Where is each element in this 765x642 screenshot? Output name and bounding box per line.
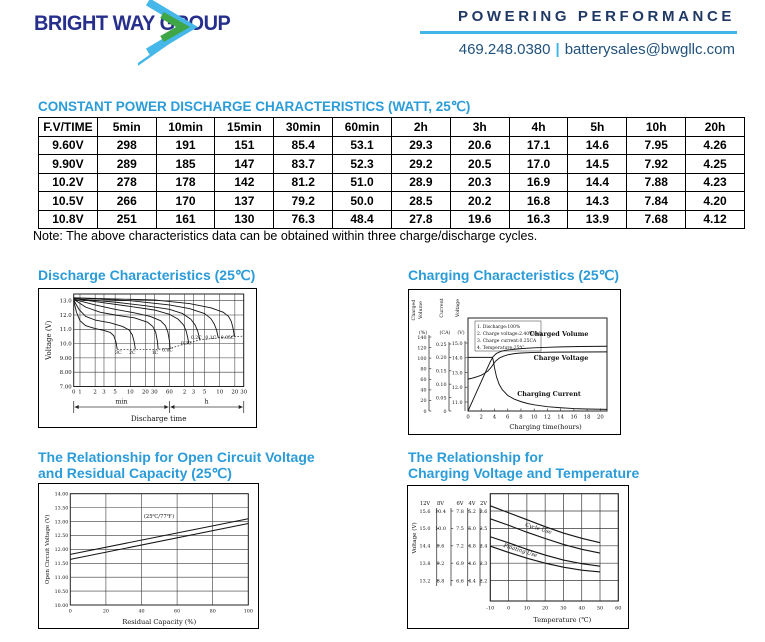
chart-text: 10.0 bbox=[435, 526, 446, 533]
table-cell: 4.25 bbox=[686, 155, 745, 174]
table-cell: 147 bbox=[215, 155, 274, 174]
chart-text: 2.3 bbox=[479, 561, 488, 567]
column-header: 10min bbox=[156, 118, 215, 137]
chart-text: 60 bbox=[174, 609, 181, 615]
table-cell: 20.6 bbox=[450, 136, 509, 155]
table-cell: 4.12 bbox=[686, 210, 745, 229]
tagline: POWERING PERFORMANCE bbox=[457, 8, 735, 25]
chart-text: 140 bbox=[417, 335, 427, 341]
table-cell: 29.3 bbox=[391, 136, 450, 155]
table-cell: 4.23 bbox=[686, 173, 745, 192]
table-row bbox=[39, 155, 745, 174]
chart-text: Charged bbox=[412, 299, 417, 321]
chart-text: 4.6 bbox=[468, 561, 476, 567]
column-header: 4h bbox=[509, 118, 568, 137]
table-cell: 16.3 bbox=[509, 210, 568, 229]
chart-text: 20 bbox=[597, 414, 604, 421]
column-header: F.V/TIME bbox=[39, 118, 98, 137]
column-header: 20h bbox=[686, 118, 745, 137]
chart-text: 12.0 bbox=[59, 312, 72, 319]
table-cell: 76.3 bbox=[274, 210, 333, 229]
table-cell: 17.1 bbox=[509, 136, 568, 155]
chart-text: 0 bbox=[443, 409, 447, 415]
column-header: 60min bbox=[333, 118, 392, 137]
chart-text: 8 bbox=[519, 414, 523, 421]
chart-text: 40 bbox=[578, 605, 585, 612]
table-cell: 7.95 bbox=[627, 136, 686, 155]
chart-text: 2 bbox=[479, 414, 483, 421]
chart-text: 0 bbox=[68, 609, 72, 615]
table-cell: 289 bbox=[97, 155, 156, 174]
chart-text: 30 bbox=[560, 605, 567, 612]
column-header: 3h bbox=[450, 118, 509, 137]
chart-text: Charging time(hours) bbox=[509, 423, 582, 431]
chart-text: 4 bbox=[492, 414, 497, 421]
chart-text: 14.0 bbox=[451, 356, 463, 362]
table-row bbox=[39, 173, 745, 192]
y-axis-label: Open Circuit Voltage (V) bbox=[45, 514, 51, 585]
chart-text: 30 bbox=[240, 389, 248, 396]
table-title: CONSTANT POWER DISCHARGE CHARACTERISTICS (WATT, 25℃) bbox=[38, 99, 471, 114]
chart-text: 0.1C bbox=[205, 336, 217, 342]
table-header-row bbox=[39, 118, 745, 137]
chart-text: 2 bbox=[93, 389, 97, 396]
chart-text: 12 bbox=[544, 414, 551, 421]
chart-text: 15.0 bbox=[419, 526, 431, 533]
table-row bbox=[39, 192, 745, 211]
chart-text: 18 bbox=[583, 414, 591, 421]
chart-text: 60 bbox=[165, 389, 173, 396]
chart-text: 20 bbox=[102, 609, 109, 615]
chart-text: Cycle Use bbox=[524, 522, 553, 536]
chart-text: 7.8 bbox=[456, 508, 464, 515]
chart-text: 80 bbox=[209, 609, 216, 615]
column-header: 2h bbox=[391, 118, 450, 137]
chart-text: 4.8 bbox=[468, 543, 476, 550]
table-cell: 81.2 bbox=[274, 173, 333, 192]
chart-text: 0.15 bbox=[435, 369, 447, 375]
chart-text: 5.2 bbox=[468, 508, 476, 515]
table-cell: 27.8 bbox=[391, 210, 450, 229]
chart-text: (CA) bbox=[439, 331, 451, 336]
chart-text: 0.05 bbox=[435, 396, 447, 402]
chart-text: h bbox=[204, 397, 209, 406]
chart-text: Current bbox=[440, 298, 445, 318]
table-cell: 161 bbox=[156, 210, 215, 229]
chart-text: Floating Use bbox=[502, 543, 538, 560]
column-header: 5h bbox=[568, 118, 627, 137]
table-cell: 16.8 bbox=[509, 192, 568, 211]
contact-line bbox=[459, 41, 735, 58]
table-cell: 266 bbox=[97, 192, 156, 211]
table-cell: 83.7 bbox=[274, 155, 333, 174]
chart-text: 20 bbox=[420, 399, 427, 405]
chart-text: 3 bbox=[191, 389, 196, 396]
chart-text: 8.00 bbox=[59, 370, 72, 377]
table-cell: 29.2 bbox=[391, 155, 450, 174]
table-cell: 4.26 bbox=[686, 136, 745, 155]
chart-text: (%) bbox=[418, 331, 428, 336]
table-cell: 130 bbox=[215, 210, 274, 229]
chart-text: 2.5 bbox=[479, 526, 488, 533]
chart-text: 0.25 bbox=[435, 342, 447, 348]
chart-text: 6.6 bbox=[456, 578, 464, 585]
chart-text: 9.6 bbox=[436, 543, 445, 550]
charge-temp-title-line1: The Relationship for bbox=[408, 449, 544, 465]
chart-text: 2.2 bbox=[479, 578, 488, 585]
charge-temp-title-line2: Charging Voltage and Temperature bbox=[408, 464, 640, 481]
chart-text: 2C bbox=[129, 350, 136, 356]
chart-text: 80 bbox=[420, 367, 427, 373]
chart-text: 60 bbox=[615, 605, 622, 612]
chart-text: 1 bbox=[78, 389, 82, 396]
chart-text: 7.2 bbox=[456, 543, 464, 550]
chart-text: 11.0 bbox=[59, 327, 72, 334]
chart-text: 10 bbox=[126, 389, 134, 396]
table-cell: 137 bbox=[215, 192, 274, 211]
y-axis-label: Voltage (V) bbox=[412, 522, 418, 554]
chart-text: 0.2C bbox=[190, 336, 202, 342]
chart-text: 10.50 bbox=[54, 589, 69, 595]
chart-text: Charge Voltage bbox=[533, 354, 589, 362]
discharge-chart-title: Discharge Characteristics (25℃) bbox=[38, 267, 256, 283]
discharge-power-table bbox=[38, 117, 745, 229]
discharge-chart bbox=[38, 288, 257, 428]
email-link[interactable]: batterysales@bwgllc.com bbox=[564, 41, 735, 58]
table-cell: 10.2V bbox=[39, 173, 98, 192]
charge-temp-chart bbox=[407, 485, 629, 629]
chart-text: 10 bbox=[523, 605, 531, 612]
table-cell: 7.84 bbox=[627, 192, 686, 211]
table-cell: 185 bbox=[156, 155, 215, 174]
chart-text: 4V bbox=[468, 501, 476, 507]
logo-arrow-icon bbox=[138, 0, 258, 85]
chart-text: 2 bbox=[182, 389, 187, 396]
chart-text: 13.50 bbox=[54, 506, 69, 512]
table-cell: 178 bbox=[156, 173, 215, 192]
chart-text: 14.4 bbox=[419, 543, 431, 550]
chart-text: 15.0 bbox=[451, 341, 463, 347]
table-cell: 17.0 bbox=[509, 155, 568, 174]
chart-text: 13.0 bbox=[59, 298, 72, 305]
table-cell: 278 bbox=[97, 173, 156, 192]
charge-temp-chart-title bbox=[408, 450, 639, 481]
table-cell: 48.4 bbox=[333, 210, 392, 229]
chart-text: 60 bbox=[420, 378, 427, 384]
chart-text: 16 bbox=[570, 414, 578, 421]
table-cell: 14.4 bbox=[568, 173, 627, 192]
chart-text: 12.00 bbox=[54, 548, 69, 554]
table-cell: 10.5V bbox=[39, 192, 98, 211]
chart-text: 0 bbox=[71, 389, 76, 396]
chart-text: 5 bbox=[113, 389, 117, 396]
table-cell: 9.90V bbox=[39, 155, 98, 174]
charging-chart bbox=[408, 289, 621, 435]
chart-text: 100 bbox=[243, 609, 253, 615]
column-header: 15min bbox=[215, 118, 274, 137]
ocv-title-line1: The Relationship for Open Circuit Voltage bbox=[38, 449, 315, 465]
chart-text: -10 bbox=[486, 605, 495, 612]
chart-text: 5 bbox=[202, 389, 207, 396]
chart-text: 7.5 bbox=[456, 526, 464, 533]
chart-text: 2.4 bbox=[479, 543, 488, 550]
chart-text: min bbox=[115, 397, 128, 406]
ocv-chart-title bbox=[38, 450, 315, 481]
ocv-chart bbox=[38, 483, 259, 629]
chart-text: 13.0 bbox=[451, 371, 463, 377]
chart-text: 100 bbox=[417, 356, 427, 362]
chart-text: 20 bbox=[231, 389, 239, 396]
chart-text: Voltage bbox=[456, 298, 461, 318]
table-cell: 142 bbox=[215, 173, 274, 192]
chart-text: 1. Discharge:100% bbox=[477, 325, 521, 330]
chart-text: 14 bbox=[557, 414, 565, 421]
chart-text: 0.3C bbox=[180, 341, 192, 347]
table-note: Note: The above characteristics data can be obtained within three charge/discharge cycles. bbox=[33, 229, 538, 243]
chart-text: 8.8 bbox=[436, 578, 445, 585]
chart-text: 11.50 bbox=[54, 562, 69, 568]
table-cell: 53.1 bbox=[333, 136, 392, 155]
table-cell: 10.8V bbox=[39, 210, 98, 229]
chart-text: 15.6 bbox=[419, 508, 431, 515]
chart-text: Temperature (℃) bbox=[533, 616, 592, 624]
chart-text: 8V bbox=[436, 501, 445, 507]
chart-text: 1C bbox=[151, 350, 159, 356]
chart-text: Discharge time bbox=[130, 414, 187, 423]
table-cell: 151 bbox=[215, 136, 274, 155]
chart-text: Charging Current bbox=[517, 390, 581, 398]
chart-text: 14.00 bbox=[54, 492, 69, 498]
table-cell: 51.0 bbox=[333, 173, 392, 192]
table-cell: 7.92 bbox=[627, 155, 686, 174]
chart-text: 2.6 bbox=[479, 508, 488, 515]
table-cell: 14.5 bbox=[568, 155, 627, 174]
table-cell: 20.3 bbox=[450, 173, 509, 192]
chart-text: 0 bbox=[466, 414, 470, 421]
table-cell: 251 bbox=[97, 210, 156, 229]
table-cell: 13.9 bbox=[568, 210, 627, 229]
chart-text: 13.00 bbox=[54, 520, 69, 526]
chart-text: 3C bbox=[115, 350, 122, 356]
column-header: 10h bbox=[627, 118, 686, 137]
chart-text: 6.9 bbox=[456, 561, 464, 567]
chart-text: 0.6C bbox=[162, 348, 173, 354]
chart-text: 2V bbox=[479, 501, 488, 507]
table-cell: 19.6 bbox=[450, 210, 509, 229]
chart-text: 0 bbox=[506, 605, 511, 612]
table-cell: 20.2 bbox=[450, 192, 509, 211]
table-cell: 50.0 bbox=[333, 192, 392, 211]
chart-text: Charged Volume bbox=[529, 330, 589, 338]
chart-text: 6 bbox=[506, 414, 510, 421]
chart-text: Residual Capacity (%) bbox=[122, 618, 197, 626]
chart-text: Volume bbox=[419, 301, 424, 319]
chart-text: 11.0 bbox=[451, 400, 463, 406]
chart-text: 5.0 bbox=[468, 526, 476, 533]
table-cell: 85.4 bbox=[274, 136, 333, 155]
column-header: 5min bbox=[97, 118, 156, 137]
table-cell: 52.3 bbox=[333, 155, 392, 174]
chart-text: 0.20 bbox=[435, 356, 447, 362]
column-header: 30min bbox=[274, 118, 333, 137]
chart-text: (V) bbox=[457, 331, 465, 336]
table-cell: 170 bbox=[156, 192, 215, 211]
chart-text: 10.00 bbox=[54, 603, 69, 609]
chart-text: 50 bbox=[596, 605, 604, 612]
chart-text: 12.0 bbox=[451, 386, 463, 392]
chart-text: 30 bbox=[150, 389, 158, 396]
chart-text: 0.05C bbox=[220, 336, 235, 342]
chart-text: 20 bbox=[541, 605, 549, 612]
table-cell: 16.9 bbox=[509, 173, 568, 192]
phone-number[interactable]: 469.248.0380 bbox=[458, 41, 551, 58]
contact-separator: | bbox=[555, 41, 560, 58]
table-cell: 298 bbox=[97, 136, 156, 155]
chart-text: (25℃/77℉) bbox=[143, 514, 175, 520]
table-cell: 28.5 bbox=[391, 192, 450, 211]
chart-text: 4. Temperature:25℃ bbox=[477, 346, 525, 351]
table-row bbox=[39, 136, 745, 155]
table-cell: 14.6 bbox=[568, 136, 627, 155]
table-cell: 79.2 bbox=[274, 192, 333, 211]
chart-text: 40 bbox=[420, 388, 427, 394]
chart-text: 0.10 bbox=[435, 383, 447, 388]
chart-text: 10 bbox=[530, 414, 538, 421]
chart-text: 3. Charge current:0.25CA bbox=[477, 339, 537, 344]
chart-text: 0 bbox=[423, 409, 427, 415]
table-cell: 4.20 bbox=[686, 192, 745, 211]
chart-text: 12.50 bbox=[54, 534, 69, 540]
chart-text: 20 bbox=[141, 389, 149, 396]
table-cell: 28.9 bbox=[391, 173, 450, 192]
table-cell: 7.68 bbox=[627, 210, 686, 229]
chart-text: 9.00 bbox=[59, 355, 72, 362]
chart-text: 40 bbox=[138, 609, 145, 615]
chart-text: 120 bbox=[417, 346, 427, 352]
table-cell: 7.88 bbox=[627, 173, 686, 192]
chart-text: 7.00 bbox=[59, 384, 72, 391]
chart-text: 2. Charge voltage:2.40V/cell bbox=[477, 332, 542, 337]
chart-text: 12V bbox=[419, 501, 431, 507]
ocv-title-line2: and Residual Capacity (25℃) bbox=[38, 464, 232, 481]
table-cell: 191 bbox=[156, 136, 215, 155]
table-cell: 20.5 bbox=[450, 155, 509, 174]
chart-text: 4.4 bbox=[468, 578, 476, 585]
chart-text: 6V bbox=[456, 501, 464, 507]
chart-text: 10.0 bbox=[59, 341, 72, 348]
chart-text: 10.4 bbox=[435, 508, 446, 515]
chart-text: 10 bbox=[216, 389, 224, 396]
chart-text: 3 bbox=[102, 389, 106, 396]
table-cell: 9.60V bbox=[39, 136, 98, 155]
charging-chart-title: Charging Characteristics (25℃) bbox=[408, 267, 620, 283]
chart-text: 11.00 bbox=[54, 575, 69, 581]
table-row bbox=[39, 210, 745, 229]
y-axis-label: Voltage (V) bbox=[45, 320, 53, 360]
chart-text: 9.2 bbox=[436, 561, 445, 567]
table-cell: 14.3 bbox=[568, 192, 627, 211]
chart-text: 13.2 bbox=[419, 578, 431, 585]
chart-text: 13.8 bbox=[419, 561, 431, 567]
logo-text: BRIGHT WAY GROUP bbox=[34, 12, 231, 35]
header-divider bbox=[420, 31, 737, 34]
